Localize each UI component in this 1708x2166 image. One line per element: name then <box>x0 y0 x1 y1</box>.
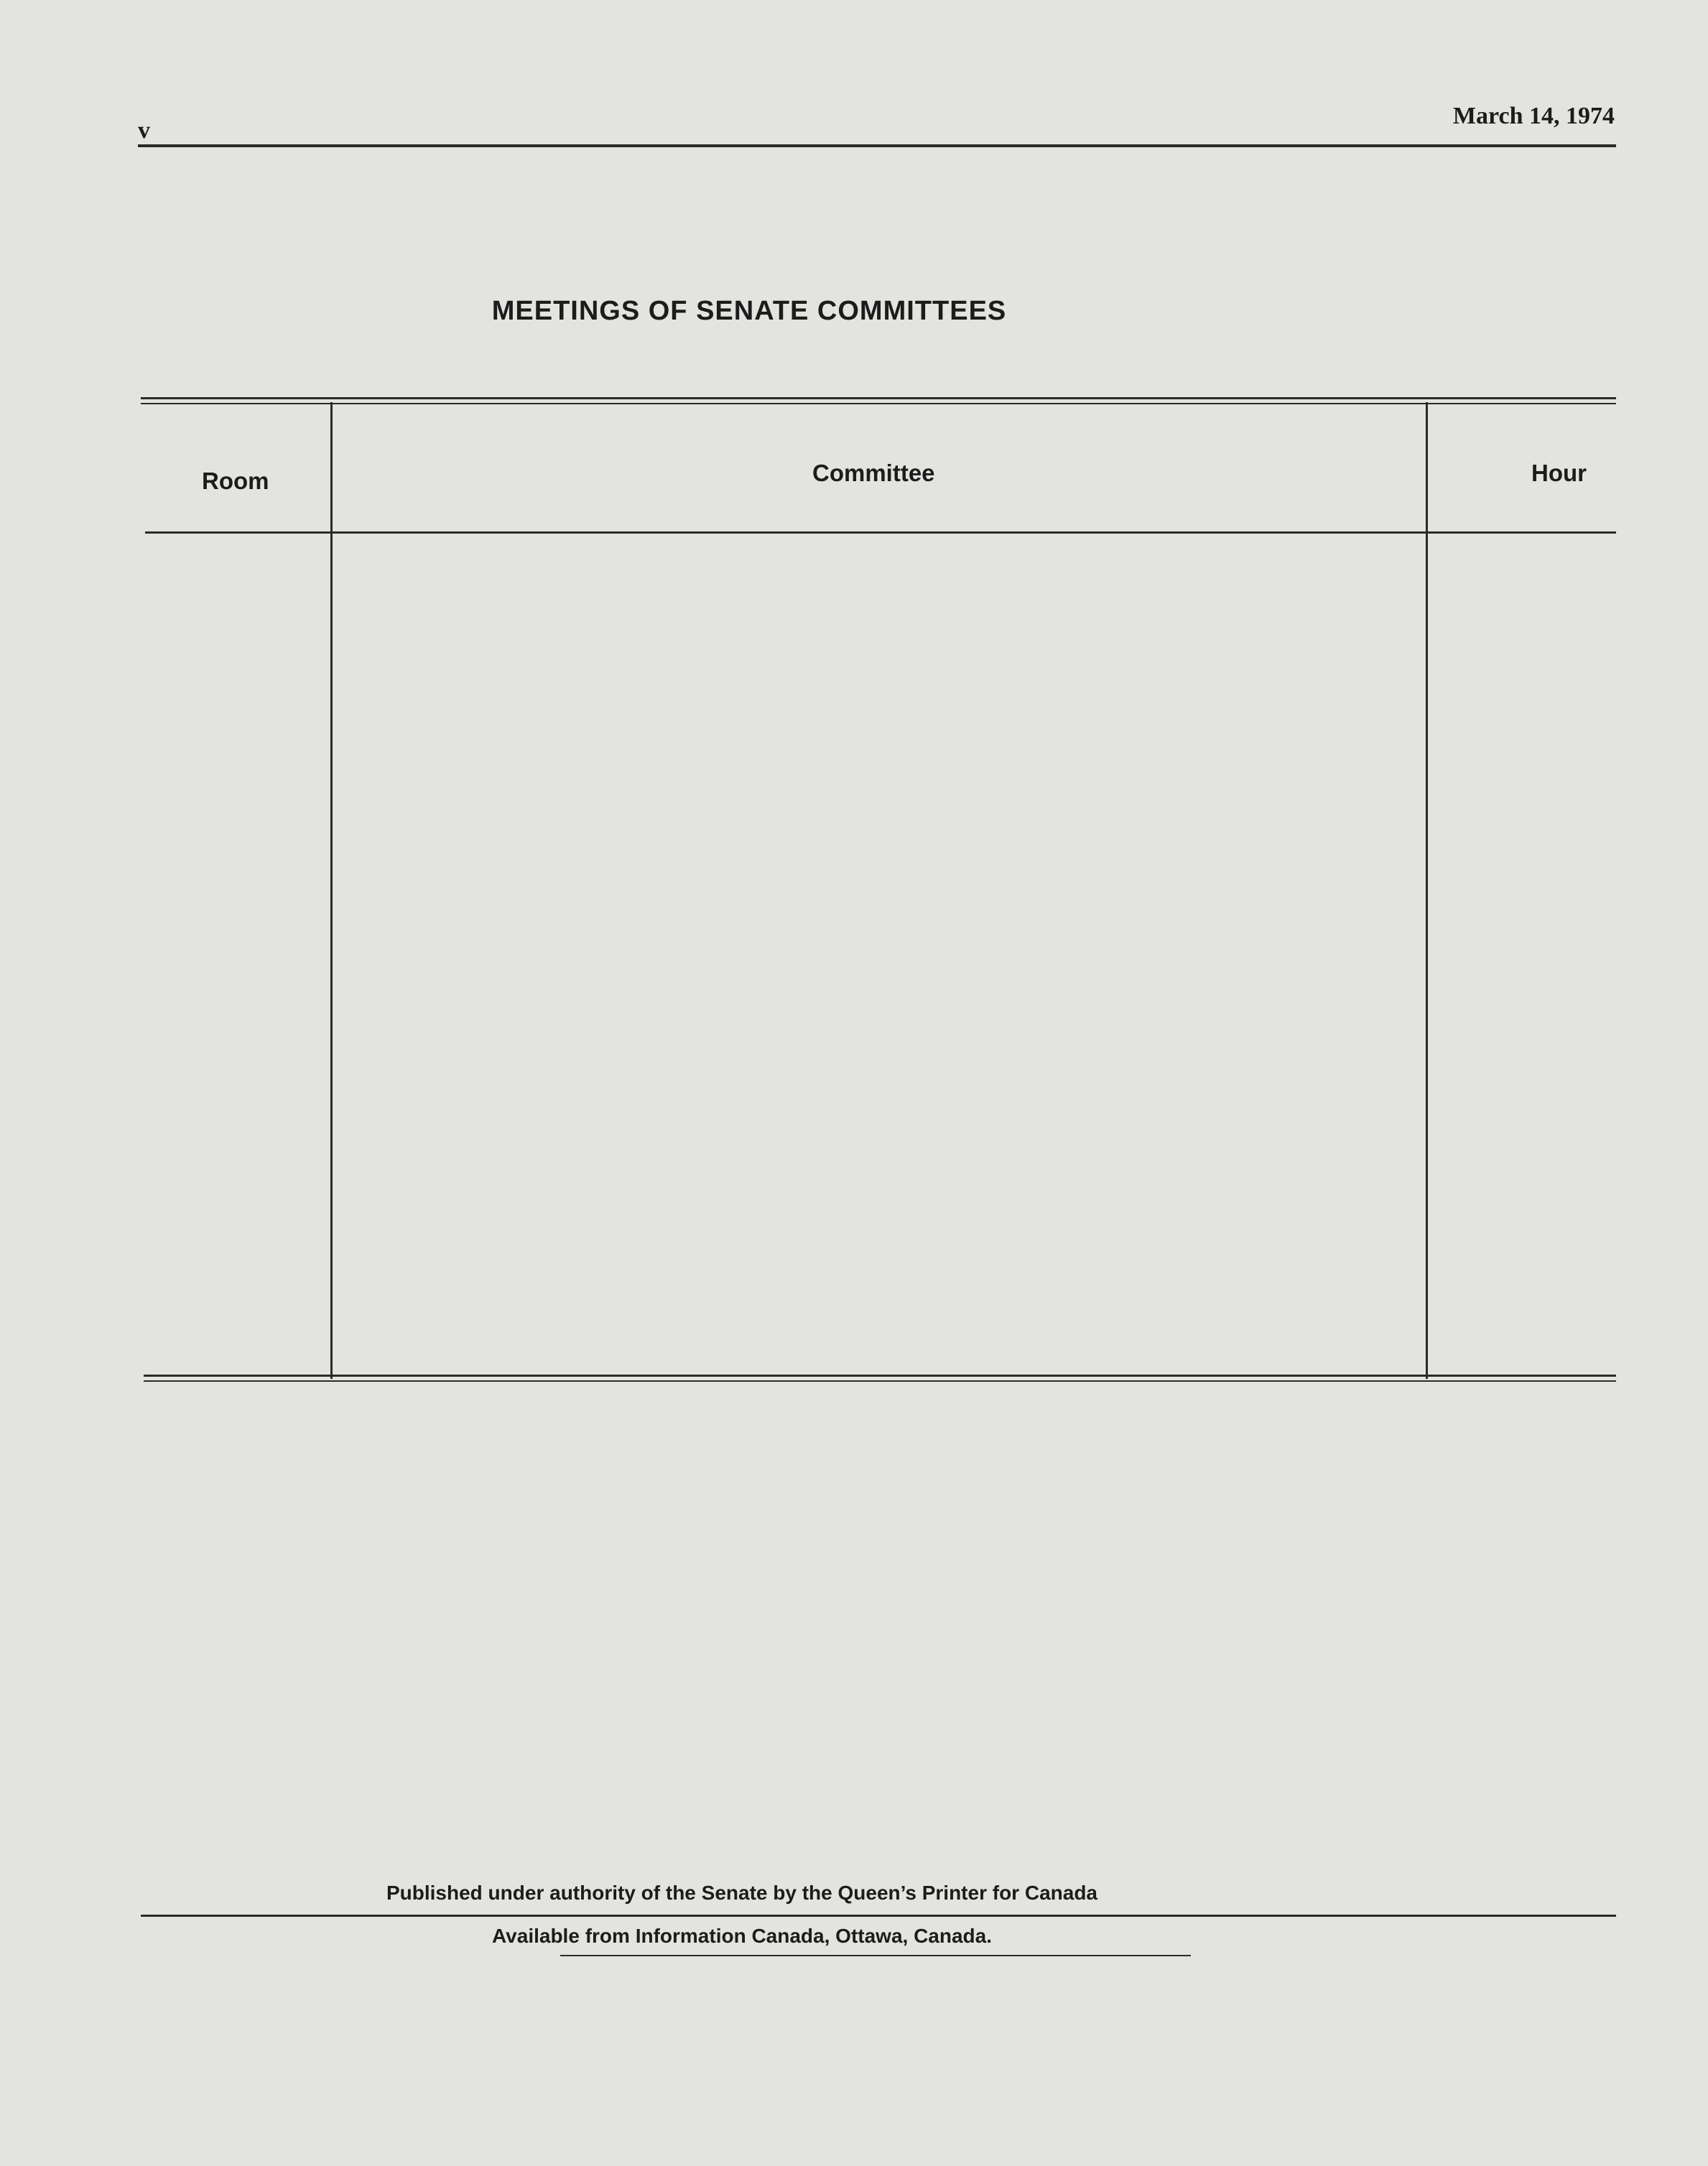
page-title <box>0 296 1708 327</box>
table-top-rule-inner <box>141 403 1616 404</box>
table-bottom-rule-inner <box>144 1380 1616 1382</box>
column-divider-room-committee <box>330 402 333 1379</box>
page-number: v <box>138 117 150 144</box>
header-row-rule <box>145 531 1616 534</box>
footer-availability-text: Available from Information Canada, Ottawa, Canada. <box>492 1925 992 1947</box>
table-top-rule <box>141 397 1616 399</box>
header-date: March 14, 1974 <box>1452 103 1615 129</box>
column-header-hour: Hour <box>1531 460 1587 486</box>
column-divider-committee-hour <box>1426 402 1428 1379</box>
footer-publisher <box>0 1882 1708 1905</box>
column-header-room: Room <box>202 468 269 494</box>
page-title-text: MEETINGS OF SENATE COMMITTEES <box>491 296 1007 326</box>
column-header-committee: Committee <box>812 460 935 486</box>
table-bottom-rule <box>144 1375 1616 1377</box>
footer-publisher-text: Published under authority of the Senate by the Queen’s Printer for Canada <box>386 1882 1097 1904</box>
footer-underline <box>560 1955 1191 1956</box>
footer-rule <box>141 1915 1616 1917</box>
header-rule <box>138 144 1616 147</box>
footer-availability <box>0 1925 1708 1948</box>
